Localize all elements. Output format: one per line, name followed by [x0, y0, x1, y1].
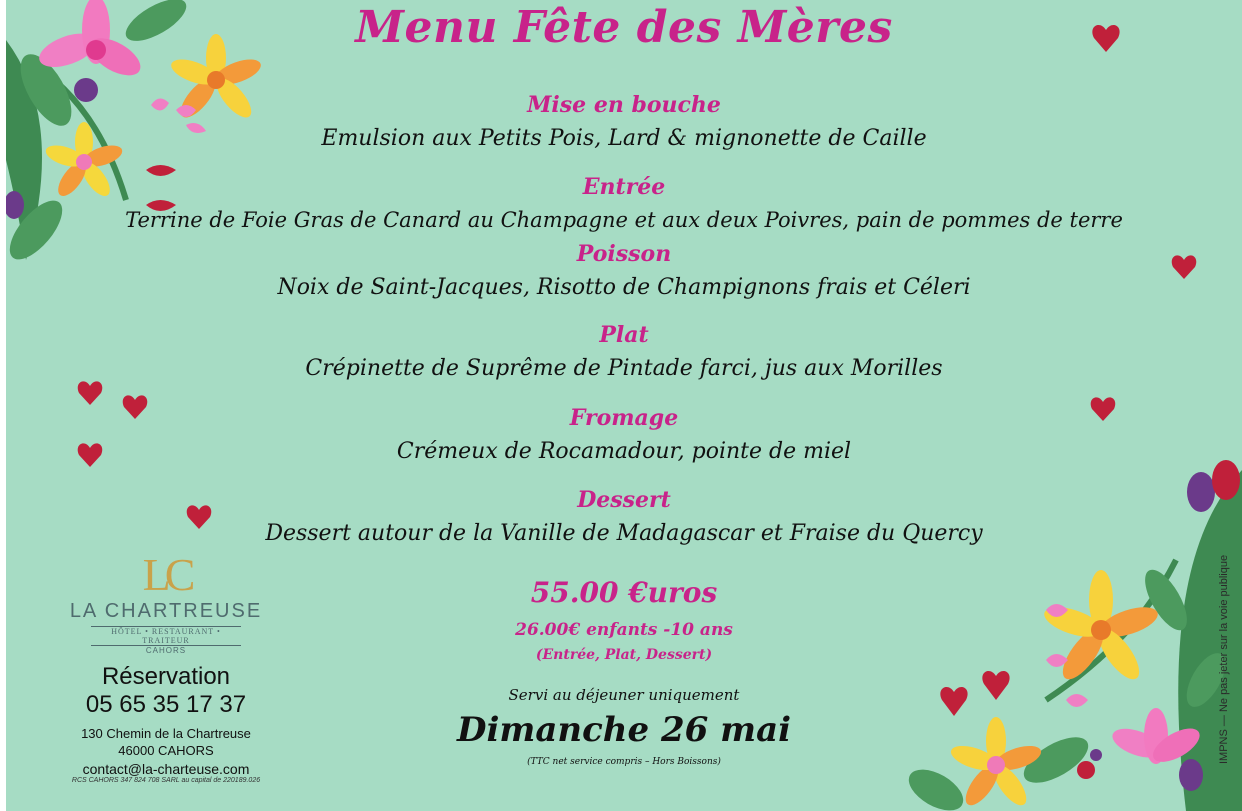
address-line1: 130 Chemin de la Chartreuse: [81, 726, 251, 741]
restaurant-name: LA CHARTREUSE: [69, 600, 263, 622]
price-main: 55.00 €uros: [530, 576, 718, 609]
menu-title: Menu Fête des Mères: [355, 2, 893, 53]
section-fromage: Fromage: [569, 405, 679, 431]
reservation-phone[interactable]: 05 65 35 17 37: [85, 691, 247, 718]
dish-fromage: Crémeux de Rocamadour, pointe de miel: [396, 439, 852, 464]
restaurant-city: CAHORS: [145, 646, 187, 655]
rcs-note: RCS CAHORS 347 824 708 SARL au capital de 220189.026: [71, 777, 261, 784]
contact-email[interactable]: contact@la-charteuse.com: [82, 761, 250, 777]
restaurant-info: [56, 549, 276, 784]
dish-plat: Crépinette de Suprême de Pintade farci, jus aux Morilles: [305, 356, 943, 381]
section-dessert: Dessert: [577, 487, 671, 513]
dish-dessert: Dessert autour de la Vanille de Madagascar et Fraise du Quercy: [265, 521, 983, 546]
section-entree: Entrée: [582, 174, 666, 200]
reservation-label: Réservation: [101, 663, 231, 690]
legal-vertical-note: IMPNS — Ne pas jeter sur la voie publique: [1218, 554, 1230, 764]
section-poisson: Poisson: [576, 241, 672, 267]
event-date: Dimanche 26 mai: [456, 710, 792, 750]
dish-poisson: Noix de Saint-Jacques, Risotto de Champignons frais et Céleri: [277, 275, 971, 300]
dish-entree: Terrine de Foie Gras de Canard au Champagne et aux deux Poivres, pain de pommes de terre: [125, 208, 1123, 232]
restaurant-logo-icon: LC: [142, 549, 190, 600]
served-note: Servi au déjeuner uniquement: [508, 686, 740, 704]
ttc-note: (TTC net service compris – Hors Boissons): [527, 757, 721, 767]
dish-mise-en-bouche: Emulsion aux Petits Pois, Lard & mignonette de Caille: [321, 126, 927, 151]
price-kids: 26.00€ enfants -10 ans: [515, 620, 733, 640]
price-kids-note: (Entrée, Plat, Dessert): [535, 647, 713, 663]
section-mise-en-bouche: Mise en bouche: [527, 92, 721, 118]
address-line2: 46000 CAHORS: [118, 743, 214, 758]
restaurant-tagline: HÔTEL • RESTAURANT • TRAITEUR: [91, 626, 241, 646]
menu-poster: [6, 0, 1242, 811]
section-plat: Plat: [599, 322, 649, 348]
